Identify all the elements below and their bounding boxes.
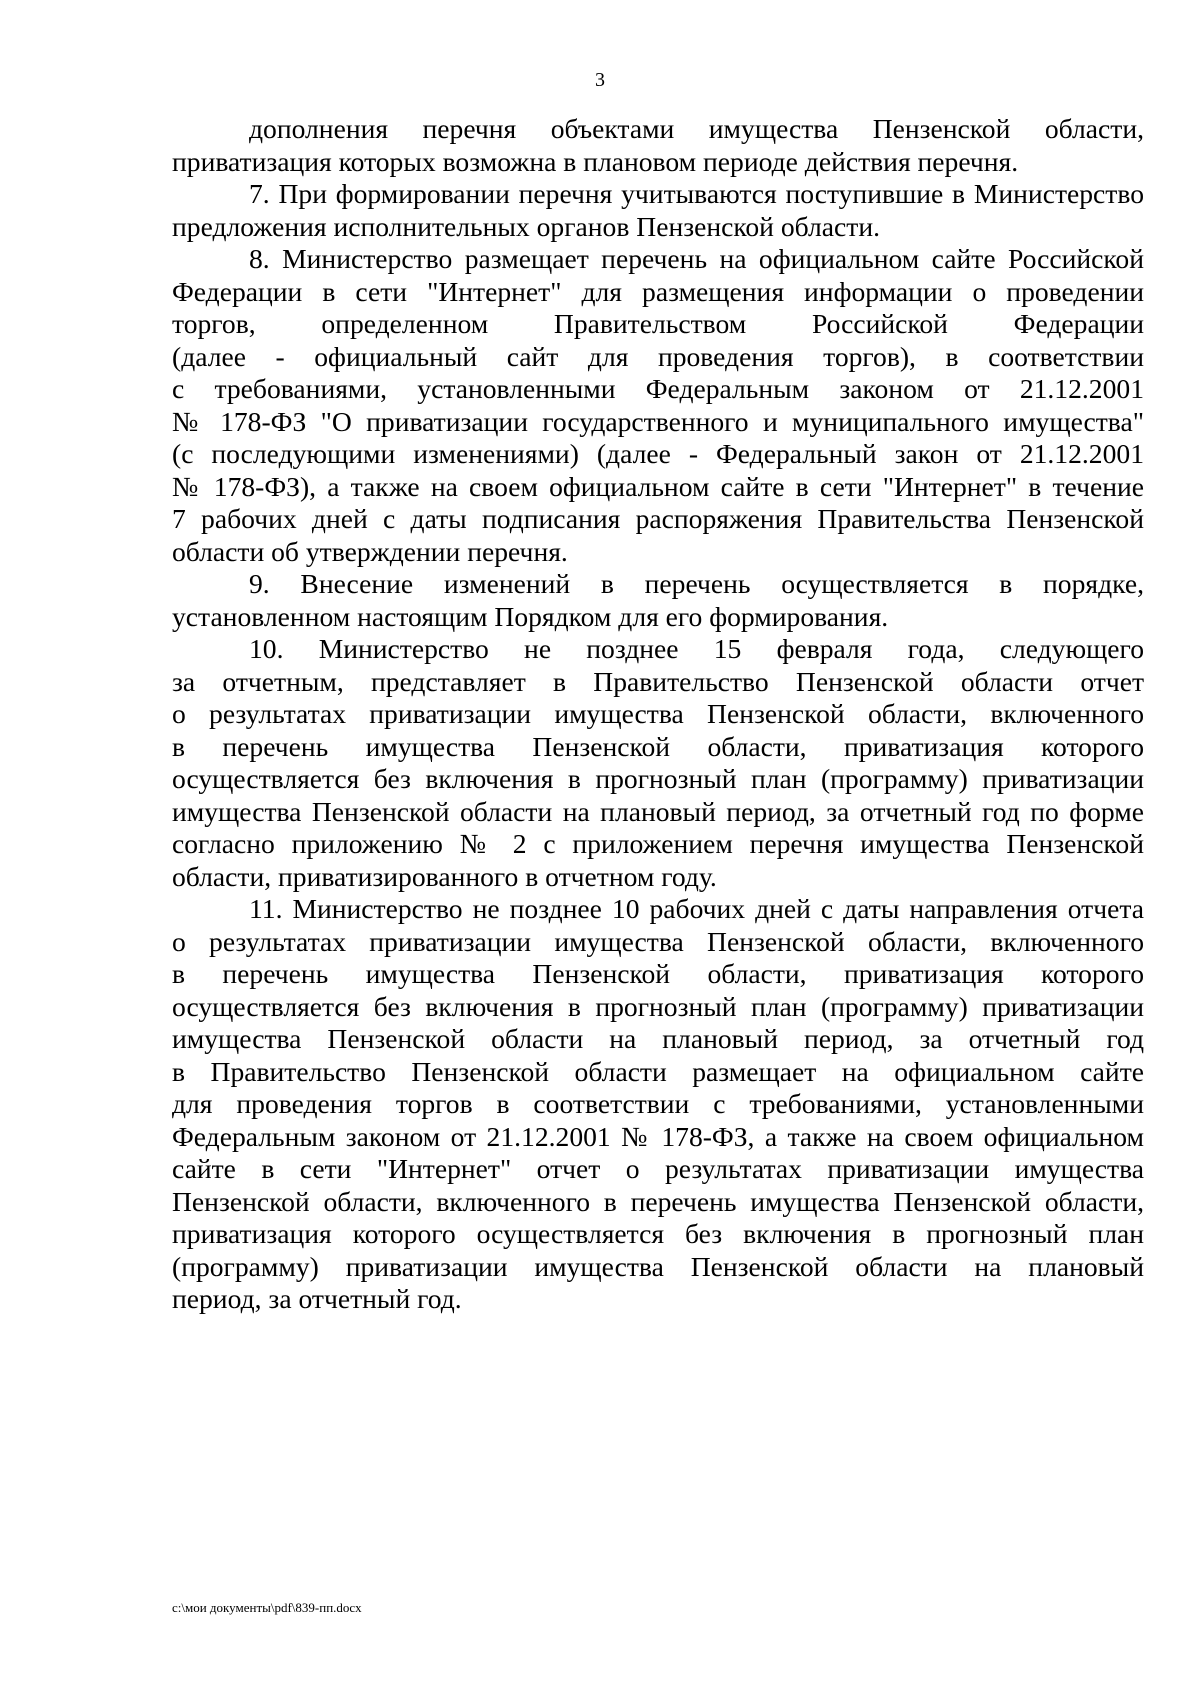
text-line: предложения исполнительных органов Пензенской области. [172,210,880,242]
paragraph-item-7 [172,178,1144,243]
text-line: за отчетным, представляет в Правительство Пензенской области отчет [172,665,1144,697]
text-line: 7 рабочих дней с даты подписания распоряжения Правительства Пензенской [172,503,1144,534]
page-number: 3 [595,69,605,91]
paragraph-item-10 [172,633,1144,893]
paragraph-continuation [172,113,1144,178]
text-line: период, за отчетный год. [172,1283,462,1314]
text-line: 8. Министерство размещает перечень на официальном сайте Российской [249,243,1144,274]
paragraph-item-8 [172,243,1144,568]
text-line: в перечень имущества Пензенской области, приватизация которого [172,958,1144,989]
text-line: в Правительство Пензенской области размещает на официальном сайте [172,1055,1144,1087]
text-line: о результатах приватизации имущества Пензенской области, включенного [172,925,1144,957]
document-body [172,113,1144,1316]
text-line: области об утверждении перечня. [172,535,568,567]
text-line: с требованиями, установленными Федеральным законом от 21.12.2001 [172,373,1144,404]
text-line: приватизация которого осуществляется без включения в прогнозный план [172,1218,1144,1249]
text-line: осуществляется без включения в прогнозный план (программу) приватизации [172,990,1144,1022]
text-line: о результатах приватизации имущества Пензенской области, включенного [172,698,1144,729]
text-line: (далее - официальный сайт для проведения торгов), в соответствии [172,340,1144,372]
text-line: установленном настоящим Порядком для его формирования. [172,600,889,632]
text-line: 10. Министерство не позднее 15 февраля года, следующего [249,633,1144,664]
text-line: сайте в сети "Интернет" отчет о результатах приватизации имущества [172,1153,1144,1184]
text-line: имущества Пензенской области на плановый период, за отчетный год по форме [172,795,1144,827]
text-line: Федерации в сети "Интернет" для размещения информации о проведении [172,275,1144,307]
text-line: 11. Министерство не позднее 10 рабочих дней с даты направления отчета [249,893,1144,924]
text-line: торгов, определенном Правительством Российской Федерации [172,308,1144,339]
paragraph-item-9 [172,568,1144,633]
text-line: № 178-ФЗ), а также на своем официальном сайте в сети "Интернет" в течение [172,470,1144,502]
text-line: осуществляется без включения в прогнозный план (программу) приватизации [172,763,1144,794]
text-line: области, приватизированного в отчетном году. [172,860,717,892]
text-line: Пензенской области, включенного в перечень имущества Пензенской области, [172,1185,1144,1217]
document-file-path: c:\мои документы\pdf\839-пп.docx [172,1600,362,1615]
text-line: 9. Внесение изменений в перечень осуществляется в порядке, [249,568,1144,599]
text-line: дополнения перечня объектами имущества Пензенской области, [249,113,1144,144]
text-line: приватизация которых возможна в плановом периоде действия перечня. [172,145,1019,177]
text-line: (программу) приватизации имущества Пензенской области на плановый [172,1250,1144,1282]
text-line: 7. При формировании перечня учитываются поступившие в Министерство [249,178,1144,209]
text-line: (с последующими изменениями) (далее - Федеральный закон от 21.12.2001 [172,438,1144,469]
text-line: для проведения торгов в соответствии с требованиями, установленными [172,1088,1144,1119]
text-line: в перечень имущества Пензенской области, приватизация которого [172,730,1144,762]
text-line: имущества Пензенской области на плановый период, за отчетный год [172,1023,1144,1054]
paragraph-item-11 [172,893,1144,1316]
text-line: № 178-ФЗ "О приватизации государственного и муниципального имущества" [172,405,1144,437]
text-line: Федеральным законом от 21.12.2001 № 178-ФЗ, а также на своем официальном [172,1120,1144,1152]
text-line: согласно приложению № 2 с приложением перечня имущества Пензенской [172,828,1144,859]
